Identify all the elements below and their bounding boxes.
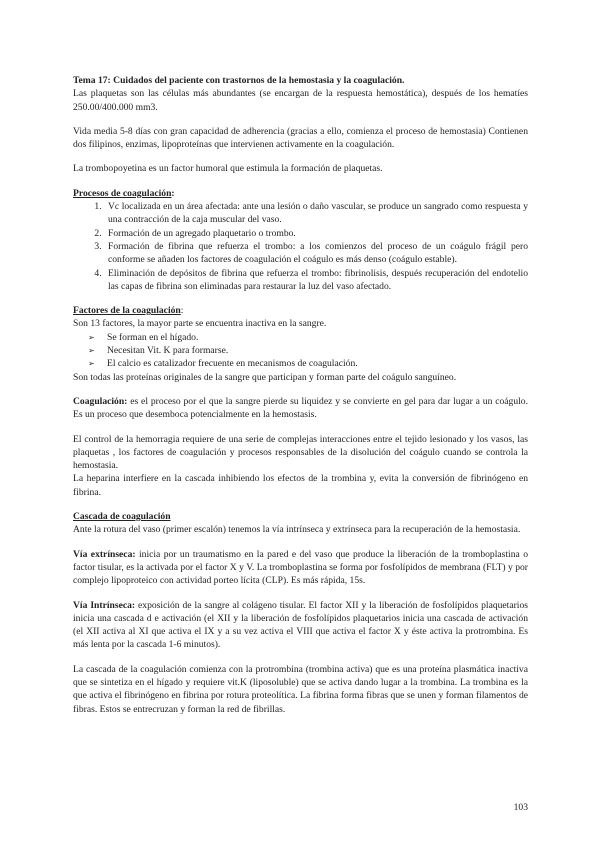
trombopoyetina-paragraph: La trombopoyetina es un factor humoral que estimula la formación de plaquetas. xyxy=(73,163,383,175)
factores-heading-text: Factores de la coagulación xyxy=(73,305,181,317)
coagulacion-paragraph xyxy=(73,395,528,422)
via-intrinseca-paragraph xyxy=(73,599,528,652)
procesos-heading-text: Procesos de coagulación xyxy=(73,187,172,199)
procesos-heading xyxy=(73,187,528,200)
factores-heading-colon: : xyxy=(180,305,184,317)
coagulacion-text: es el proceso por el que la sangre pierde su liquidez y se convierte en gel para dar lugar a un coágulo. Es un proceso que desemboca potencialmente en la hemostasis. xyxy=(73,395,528,421)
procesos-item-1: 1. Vc localizada en un área afectada: ante una lesión o daño vascular, se produce un sangrado como respuesta y una contracción de la caja muscular del vaso. xyxy=(104,200,528,227)
procesos-heading-colon: : xyxy=(171,187,175,199)
factores-item-text: Necesitan Vit. K para formarse. xyxy=(107,345,229,357)
heparina-paragraph: La heparina interfiere en la cascada inhibiendo los efectos de la trombina y, evita la conversión de fibrinógeno en fibrina. xyxy=(73,473,528,498)
cascada-intro: Ante la rotura del vaso (primer escalón) tenemos la vía intrínseca y extrínseca para la recuperación de la hemostasia. xyxy=(73,524,521,536)
factores-item-1 xyxy=(80,331,528,344)
page-number: 103 xyxy=(513,802,528,813)
via-extrinseca-text: inicia por un traumatismo en la pared e del vaso que produce la liberación de la tromboplastina o factor tisular, es la activada por el factor X y V. La tromboplastina se forma por fosfolípidos de membrana (FLT) y por complejo lipoproteico con actividad porteo lícita (CLP). Es más rápida, 15s. xyxy=(73,548,528,587)
coagulacion-term: Coagulación: xyxy=(73,395,128,407)
factores-intro: Son 13 factores, la mayor parte se encuentra inactiva en la sangre. xyxy=(73,318,327,330)
document-title: Tema 17: Cuidados del paciente con trastornos de la hemostasia y la coagulación. xyxy=(73,75,405,86)
procesos-item-4: 4. Eliminación de depósitos de fibrina que refuerza el trombo: fibrinolisis, después recuperación del endotelio las capas de fibrina son eliminadas para restaurar la luz del vaso afectado. xyxy=(104,267,528,294)
arrow-bullet-icon: ➢ xyxy=(88,332,95,342)
factores-item-2 xyxy=(80,344,528,357)
vida-media-paragraph: Vida media 5-8 días con gran capacidad de adherencia (gracias a ello, comienza el proceso de hemostasia) Contienen dos filipinos, enzimas, lipoproteínas que intervienen activamente en la coagulación. xyxy=(73,125,528,151)
factores-outro: Son todas las proteínas originales de la sangre que participan y forman parte del coágulo sanguíneo. xyxy=(73,371,457,383)
procesos-item-2: 2. Formación de un agregado plaquetario o trombo. xyxy=(104,227,528,240)
factores-list xyxy=(73,331,528,371)
cascada-final-paragraph: La cascada de la coagulación comienza con la protrombina (trombina activa) que es una proteína plasmática inactiva que se sintetiza en el hígado y requiere vit.K (liposoluble) que se activa dando lugar a la trombina. La trombina es la que activa el fibrinógeno en fibrina por rotura proteolítica. La fibrina forma fibras que se unen y forman filamentos de fibras. Estos se entrecruzan y forman la red de fibrillas. xyxy=(73,663,528,715)
intro-paragraph: Las plaquetas son las células más abundantes (se encargan de la respuesta hemostática), después de los hematíes 250.00/400.000 mm3. xyxy=(73,88,528,113)
procesos-list xyxy=(73,200,528,293)
factores-heading xyxy=(73,304,528,317)
via-intrinseca-text: exposición de la sangre al colágeno tisular. El factor XII y la liberación de fosfolípidos plaquetarios inicia una cascada d e activación (el XII y la liberación de fosfolípidos plaquetarios inicia una cascada de activación (el XII activa al XI que activa el IX y a su vez activa el VIII que activa el factor X y éste activa la protrombina. Es más lenta por la cascada 1-6 minutos). xyxy=(73,599,528,651)
factores-item-3 xyxy=(80,357,528,370)
control-paragraph: El control de la hemorragia requiere de una serie de complejas interacciones entre el tejido lesionado y los vasos, las plaquetas , los factores de coagulación y procesos responsables de la disolución del coágulo cuando se controla la hemostasia. xyxy=(73,433,528,472)
document-page xyxy=(73,74,528,716)
cascada-heading: Cascada de coagulación xyxy=(73,511,171,523)
arrow-bullet-icon: ➢ xyxy=(88,346,95,356)
factores-item-text: El calcio es catalizador frecuente en mecanismos de coagulación. xyxy=(107,358,358,370)
arrow-bullet-icon: ➢ xyxy=(88,359,95,369)
procesos-item-3: 3. Formación de fibrina que refuerza el trombo: a los comienzos del proceso de un coágulo frágil pero conforme se añaden los factores de coagulación el coágulo es más denso (coágulo estable). xyxy=(104,240,528,267)
factores-item-text: Se forman en el hígado. xyxy=(107,331,199,343)
via-extrinseca-term: Vía extrínseca: xyxy=(73,548,136,560)
via-extrinseca-paragraph xyxy=(73,548,528,588)
via-intrinseca-term: Vía Intrínseca: xyxy=(73,599,136,611)
